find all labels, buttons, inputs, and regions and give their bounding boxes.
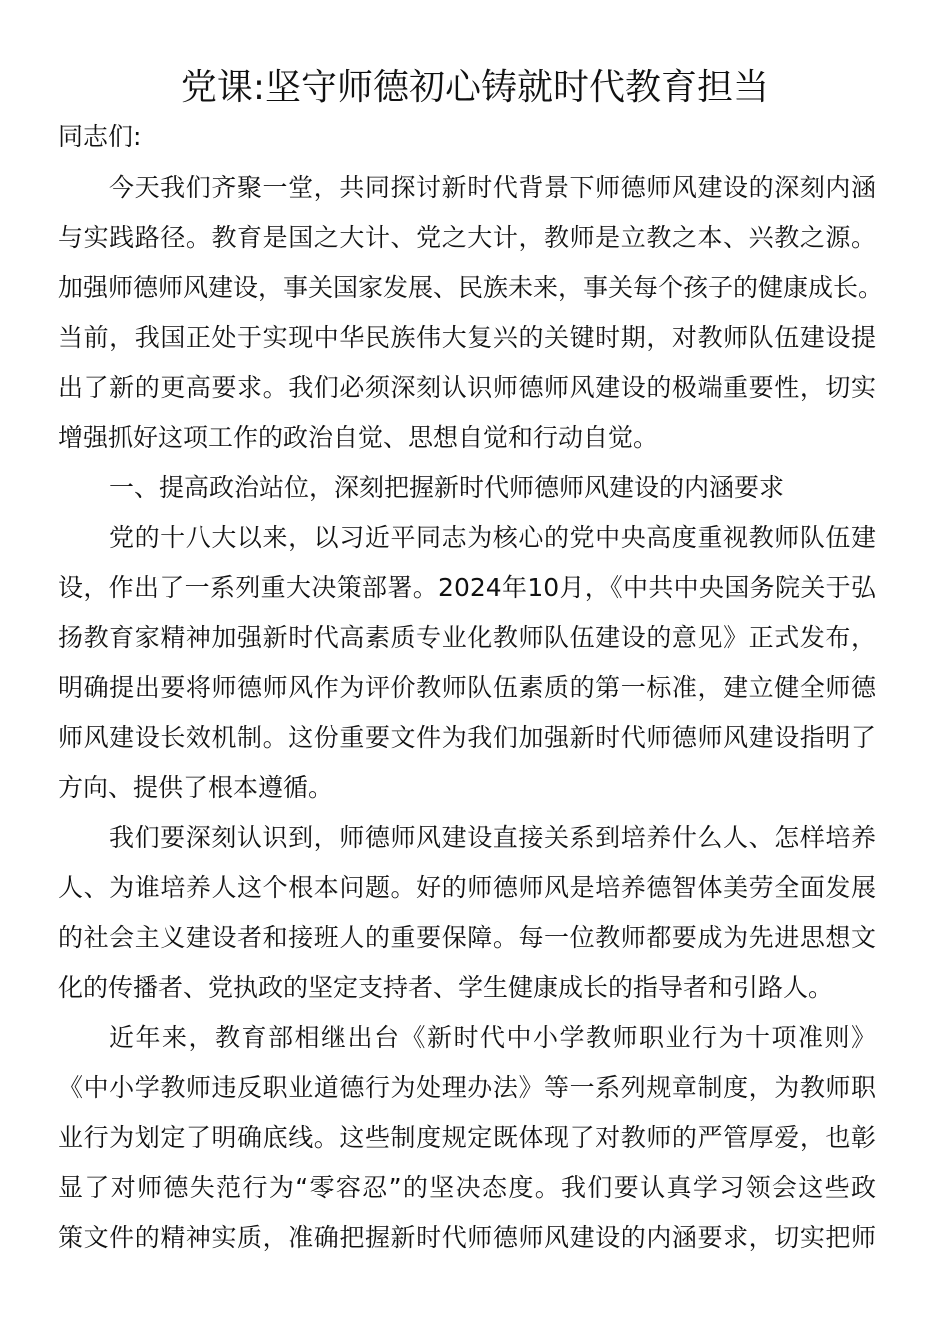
text-line: 我们要深刻认识到，师德师风建设直接关系到培养什么人、怎样培养 <box>109 823 876 852</box>
text-line: 出了新的更高要求。我们必须深刻认识师德师风建设的极端重要性，切实 <box>58 373 876 402</box>
text-line: 人、为谁培养人这个根本问题。好的师德师风是培养德智体美劳全面发展 <box>58 873 876 902</box>
text-line: 化的传播者、党执政的坚定支持者、学生健康成长的指导者和引路人。 <box>58 973 834 1002</box>
text-line: 业行为划定了明确底线。这些制度规定既体现了对教师的严管厚爱，也彰 <box>58 1123 876 1152</box>
section-heading <box>58 463 876 513</box>
text-line: 显了对师德失范行为“零容忍”的坚决态度。我们要认真学习领会这些政 <box>58 1173 876 1202</box>
text-line: 方向、提供了根本遵循。 <box>58 773 334 802</box>
text-line: 师风建设长效机制。这份重要文件为我们加强新时代师德师风建设指明了 <box>58 723 876 752</box>
paragraph <box>58 513 876 813</box>
document-body <box>58 163 884 1263</box>
document-title: 党课:坚守师德初心铸就时代教育担当 <box>180 67 770 108</box>
text-line: 明确提出要将师德师风作为评价教师队伍素质的第一标准，建立健全师德 <box>58 673 876 702</box>
text-line: 《中小学教师违反职业道德行为处理办法》等一系列规章制度，为教师职 <box>58 1073 876 1102</box>
text-line: 设，作出了一系列重大决策部署。2024年10月，《中共中央国务院关于弘 <box>58 573 876 602</box>
text-line: 策文件的精神实质，准确把握新时代师德师风建设的内涵要求，切实把师 <box>58 1223 876 1252</box>
text-line: 加强师德师风建设，事关国家发展、民族未来，事关每个孩子的健康成长。 <box>58 273 884 302</box>
paragraph <box>58 813 876 1013</box>
text-line: 今天我们齐聚一堂，共同探讨新时代背景下师德师风建设的深刻内涵 <box>109 173 876 202</box>
text-line: 扬教育家精神加强新时代高素质专业化教师队伍建设的意见》正式发布， <box>58 623 876 652</box>
text-line: 党的十八大以来，以习近平同志为核心的党中央高度重视教师队伍建 <box>109 523 876 552</box>
paragraph <box>58 1013 876 1263</box>
salutation: 同志们: <box>58 122 142 151</box>
text-line: 与实践路径。教育是国之大计、党之大计，教师是立教之本、兴教之源。 <box>58 223 876 252</box>
text-line: 当前，我国正处于实现中华民族伟大复兴的关键时期，对教师队伍建设提 <box>58 323 876 352</box>
text-line: 一、提高政治站位，深刻把握新时代师德师风建设的内涵要求 <box>109 473 785 502</box>
paragraph <box>58 163 884 463</box>
text-line: 的社会主义建设者和接班人的重要保障。每一位教师都要成为先进思想文 <box>58 923 876 952</box>
text-line: 增强抓好这项工作的政治自觉、思想自觉和行动自觉。 <box>58 423 659 452</box>
text-line: 近年来，教育部相继出台《新时代中小学教师职业行为十项准则》 <box>109 1023 876 1052</box>
